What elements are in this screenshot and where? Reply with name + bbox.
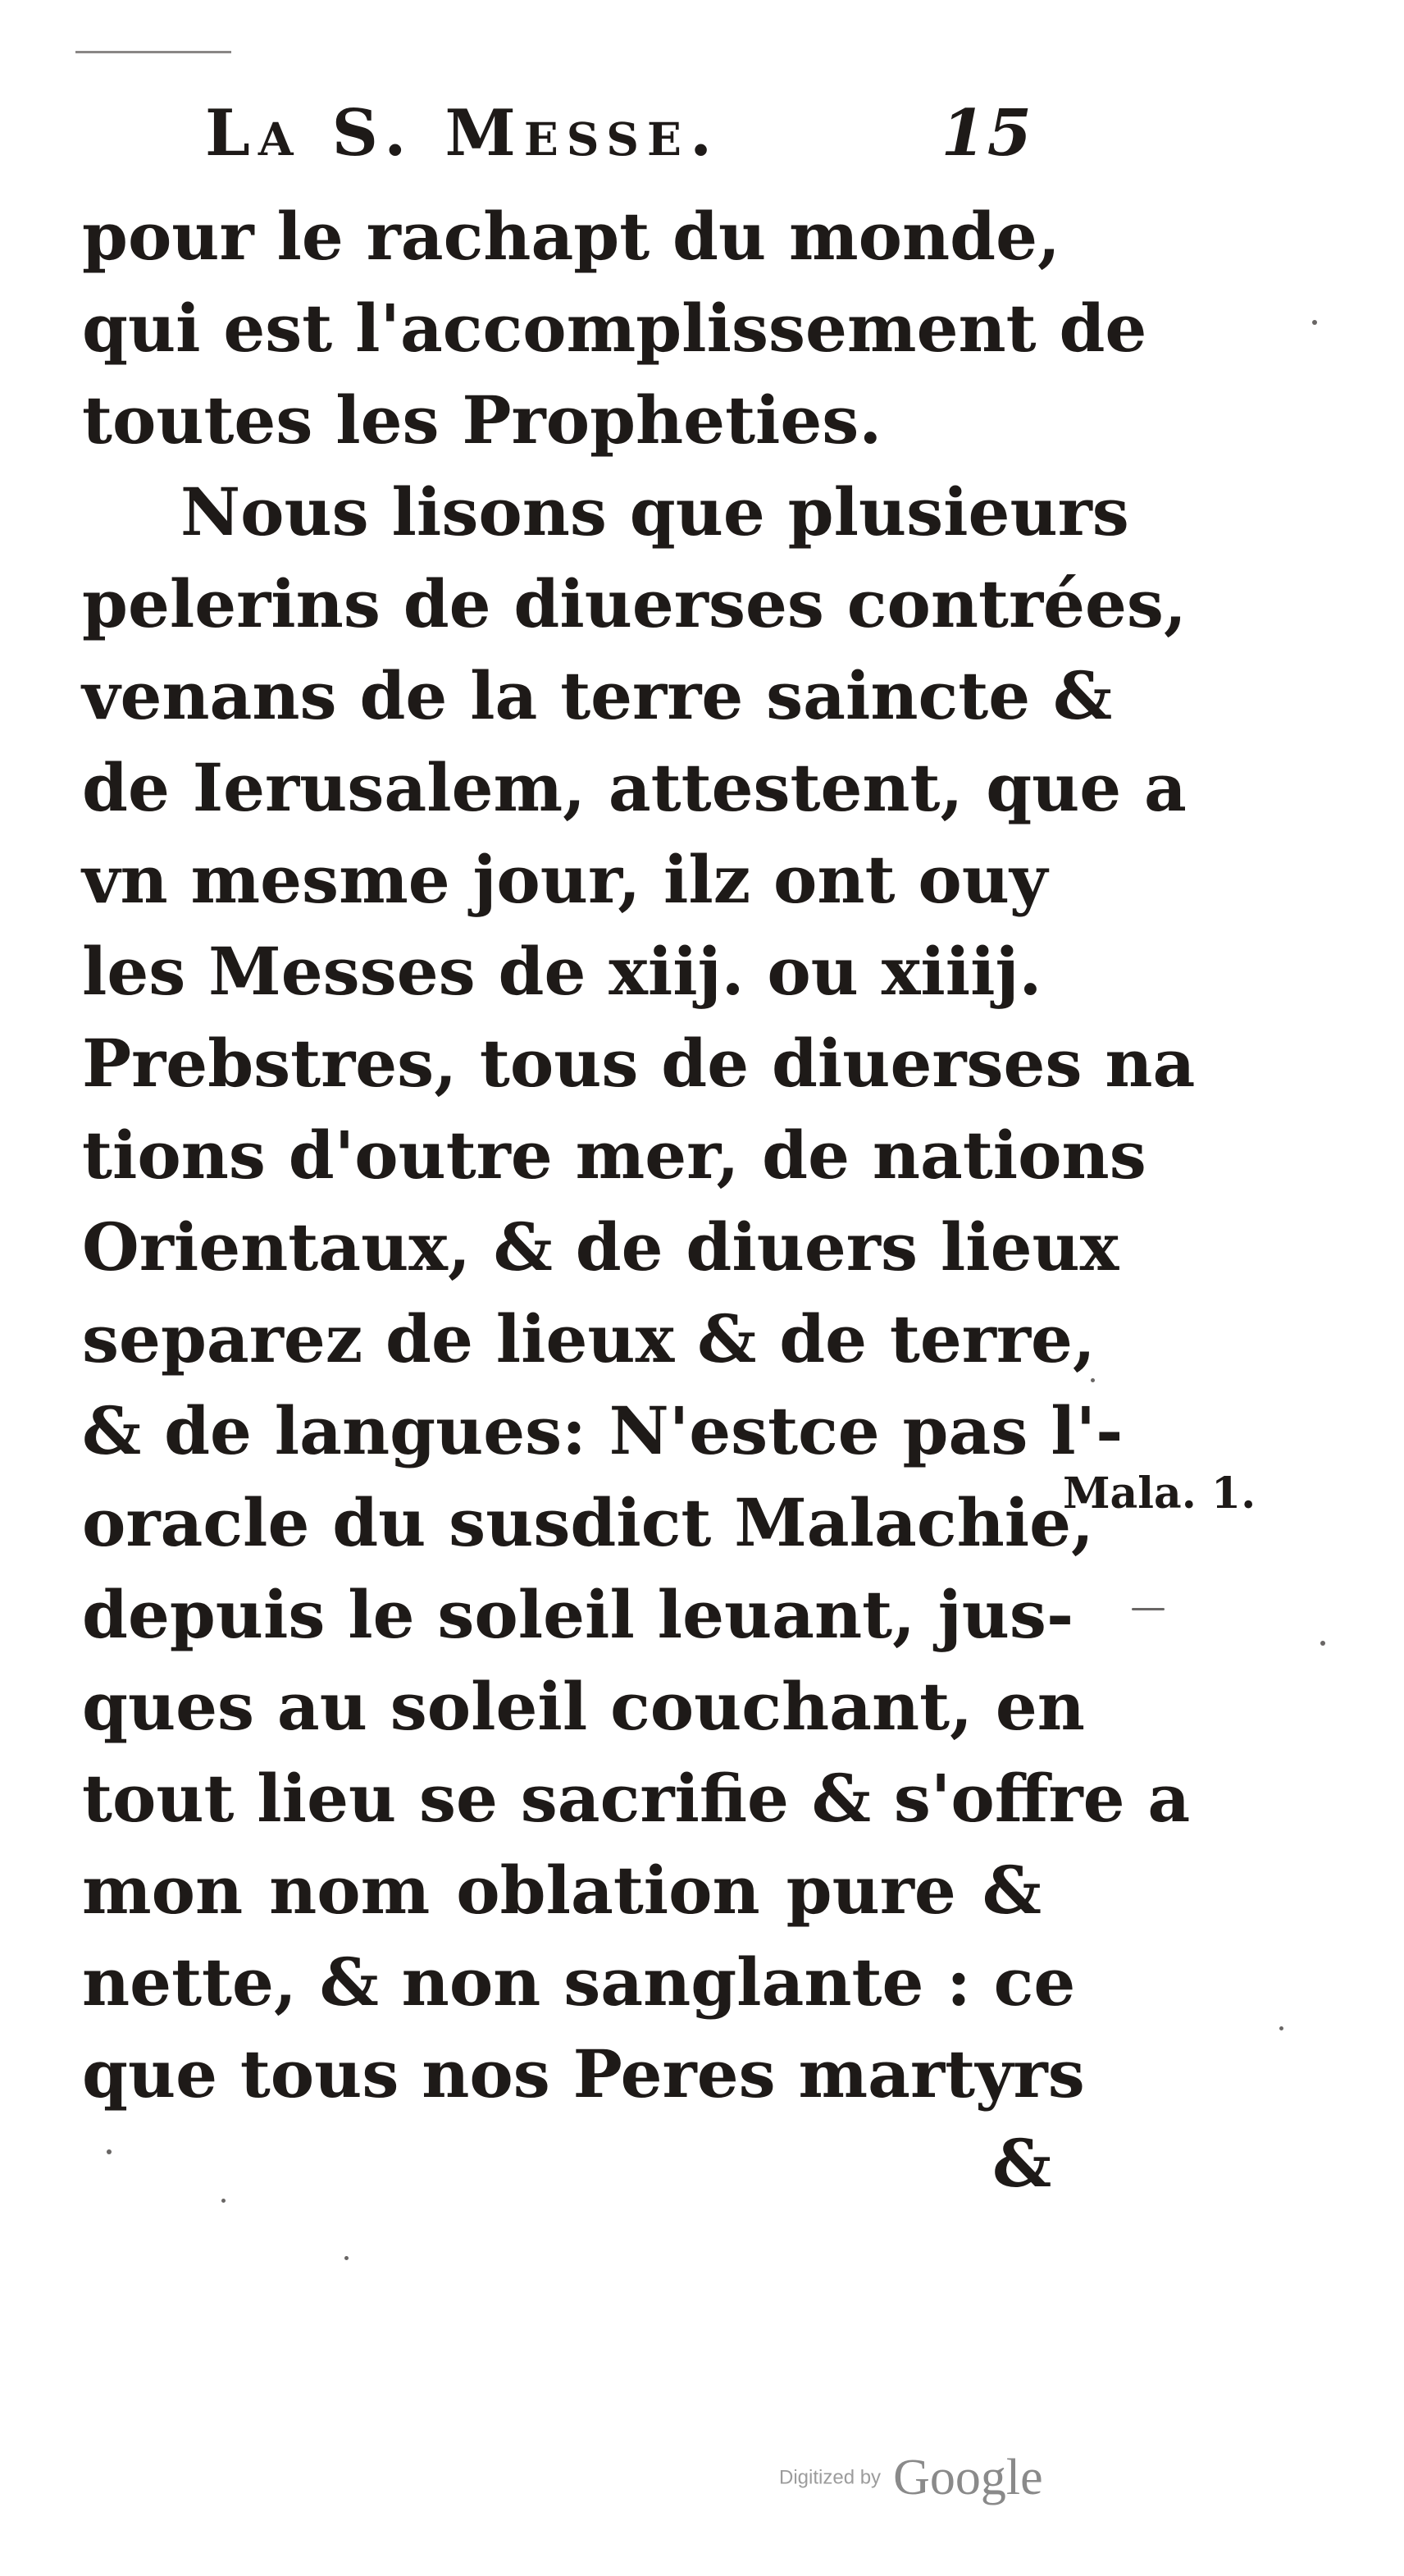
- text-line: Orientaux, & de diuers lieux: [82, 1208, 1119, 1286]
- text-line: & de langues: N'estce pas l'-: [82, 1392, 1124, 1469]
- ink-speck: [344, 2256, 349, 2260]
- text-line: Nous lisons que plusieurs: [180, 473, 1129, 550]
- text-line: venans de la terre saincte &: [82, 657, 1113, 734]
- ink-speck: [221, 2199, 226, 2203]
- text-line: tout lieu se sacrifie & s'offre a: [82, 1760, 1191, 1837]
- ink-speck: [1320, 1641, 1325, 1646]
- text-line: de Ierusalem, attestent, que a: [82, 749, 1187, 826]
- digitized-by-google-watermark: [779, 2449, 1043, 2514]
- catchword: &: [992, 2125, 1052, 2202]
- text-line: pour le rachapt du monde,: [82, 198, 1060, 275]
- text-line: les Messes de xiij. ou xiiij.: [82, 933, 1042, 1010]
- running-head: [205, 89, 1033, 179]
- text-line: nette, & non sanglante : ce: [82, 1943, 1076, 2021]
- text-line: pelerins de diuerses contrées,: [82, 565, 1187, 642]
- text-line: Prebstres, tous de diuerses na: [82, 1025, 1196, 1102]
- text-line: tions d'outre mer, de nations: [82, 1117, 1146, 1194]
- ink-speck: [1279, 2026, 1283, 2030]
- text-line: oracle du susdict Malachie,: [82, 1484, 1094, 1561]
- margin-note: Mala. 1.: [1063, 1468, 1256, 1519]
- watermark-prefix: Digitized by: [779, 2466, 882, 2489]
- text-line: que tous nos Peres martyrs: [82, 2035, 1085, 2112]
- ink-speck: [107, 2149, 112, 2154]
- top-rule: [75, 51, 231, 53]
- page-number: 15: [941, 96, 1033, 171]
- ink-speck: [1091, 1378, 1095, 1382]
- text-line: depuis le soleil leuant, jus-: [82, 1576, 1074, 1653]
- text-line: qui est l'accomplissement de: [82, 290, 1147, 367]
- text-line: toutes les Propheties.: [82, 381, 882, 459]
- text-line: separez de lieux & de terre,: [82, 1300, 1096, 1377]
- ink-speck: [1132, 1608, 1165, 1610]
- text-line: ques au soleil couchant, en: [82, 1668, 1085, 1745]
- text-line: mon nom oblation pure &: [82, 1852, 1042, 1929]
- google-logo-text: Google: [893, 2450, 1043, 2505]
- running-head-title: La S. Messe.: [205, 96, 721, 171]
- text-line: vn mesme jour, ilz ont ouy: [82, 841, 1048, 918]
- ink-speck: [1312, 320, 1317, 325]
